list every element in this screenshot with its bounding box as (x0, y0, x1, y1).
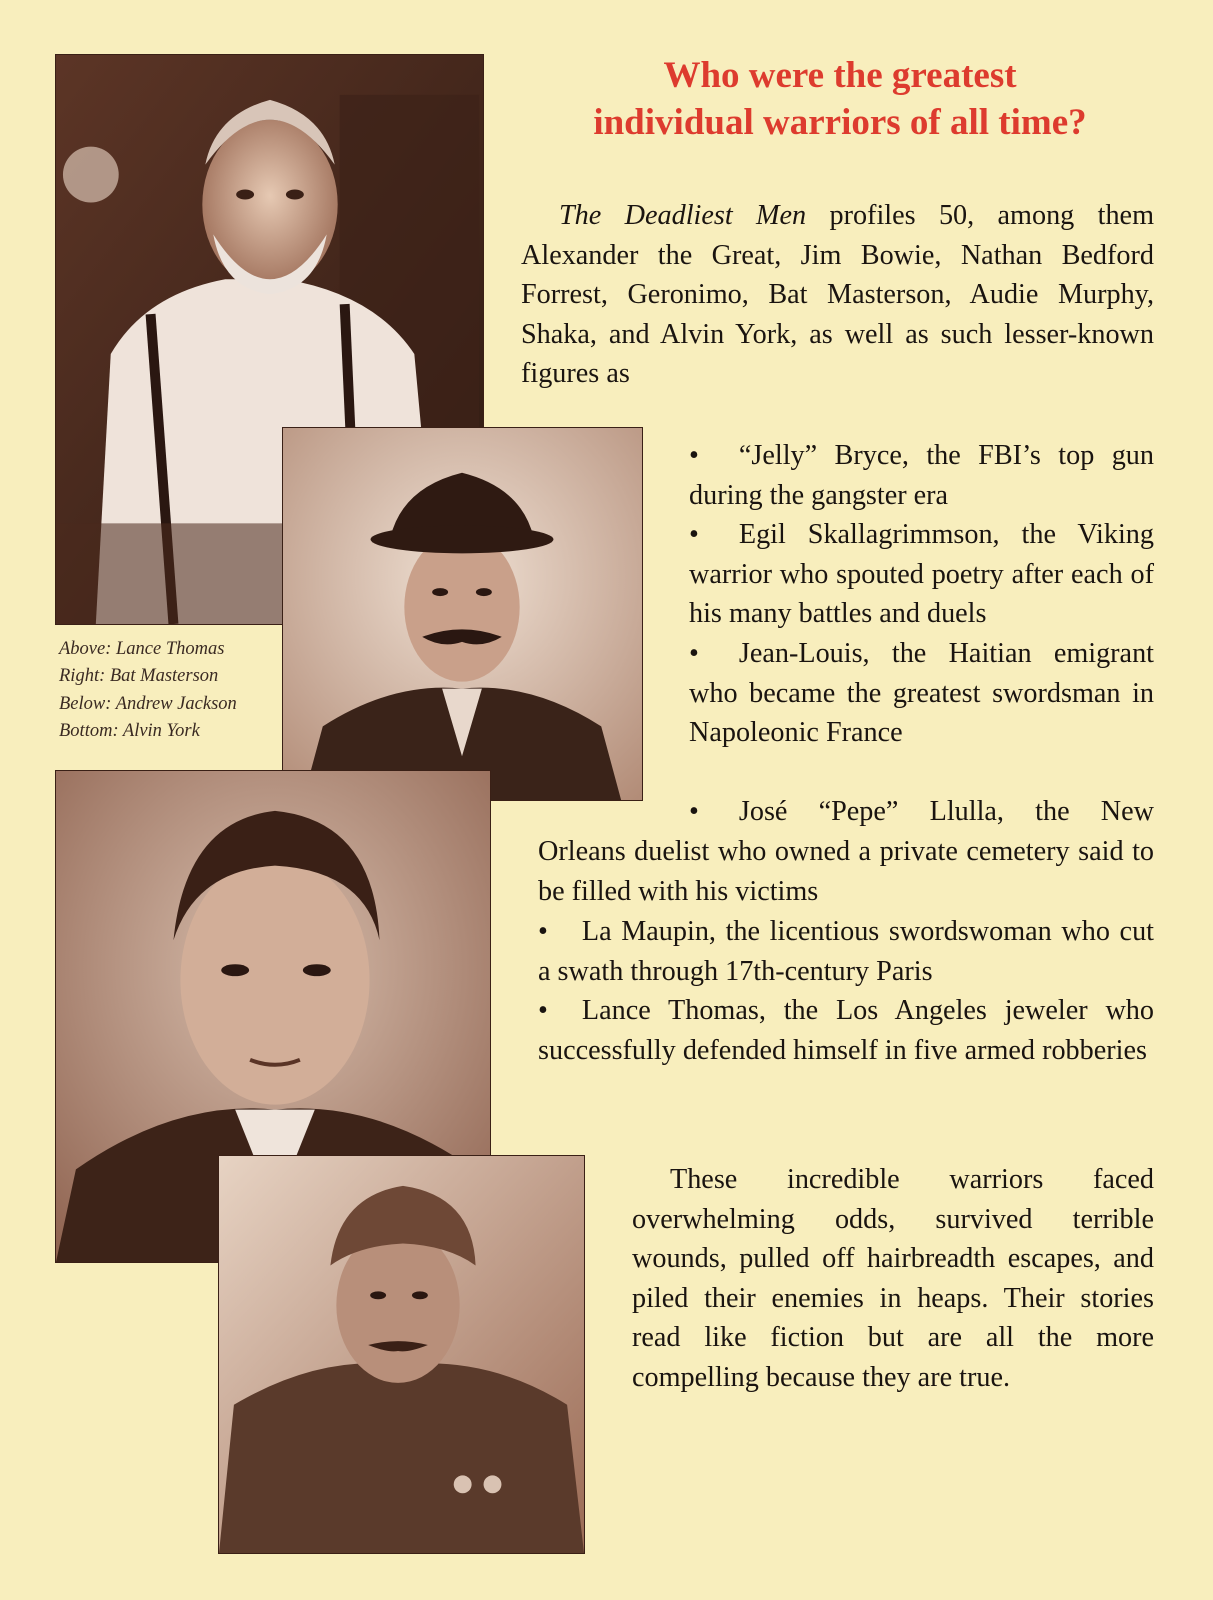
bullet-pepe-continuation: Orleans duelist who owned a private cemetery said to be filled with his victims (538, 836, 1154, 907)
list-item (689, 792, 1154, 832)
bullet-jelly: “Jelly” Bryce, the FBI’s top gun during the gangster era (689, 440, 1154, 511)
bullet-maupin: La Maupin, the licentious swordswoman who cut a swath through 17th-century Paris (538, 916, 1154, 987)
photo-bat-masterson (282, 427, 643, 801)
closing-text: These incredible warriors faced overwhelming odds, survived terrible wounds, pulled off hairbreadth escapes, and piled their enemies in heaps. Their stories read like fiction but are all the more compelling because they are true. (632, 1164, 1154, 1393)
bullet-dot: • (538, 916, 548, 947)
caption-below: Below: Andrew Jackson (59, 693, 237, 714)
photo-alvin-york (218, 1155, 585, 1554)
intro-paragraph (521, 196, 1154, 394)
caption-bottom: Bottom: Alvin York (59, 720, 200, 741)
closing-paragraph (632, 1160, 1154, 1398)
portrait-alvin-york-image (219, 1156, 584, 1553)
book-title: The Deadliest Men (559, 200, 807, 231)
warrior-list-right (689, 436, 1154, 753)
bullet-dot: • (689, 637, 699, 669)
bullet-lance-thomas: Lance Thomas, the Los Angeles jeweler who successfully defended himself in five armed robberies (538, 995, 1154, 1066)
bullet-dot: • (689, 796, 699, 827)
intro-text: profiles 50, among them Alexander the Great, Jim Bowie, Nathan Bedford Forrest, Geronimo, Bat Masterson, Audie Murphy, Shaka, and Alvin York, as well as such lesser-known figures as (521, 200, 1154, 390)
list-item (689, 515, 1154, 634)
bullet-egil: Egil Skallagrimmson, the Viking warrior who spouted poetry after each of his many battles and duels (689, 519, 1154, 630)
list-item (689, 634, 1154, 753)
bullet-dot: • (689, 519, 699, 551)
caption-right: Right: Bat Masterson (59, 666, 219, 687)
portrait-bat-masterson-image (283, 428, 642, 800)
page-headline (520, 52, 1160, 146)
list-item (538, 912, 1154, 991)
warrior-list-wide (538, 912, 1154, 1070)
bullet-pepe-first-line: José “Pepe” Llulla, the New (738, 796, 1154, 827)
list-item (689, 436, 1154, 515)
headline-line-2: individual warriors of all time? (593, 102, 1087, 143)
bullet-jean-louis: Jean-Louis, the Haitian emigrant who became the greatest swordsman in Napoleonic France (689, 637, 1154, 749)
photo-captions (59, 636, 274, 745)
list-item (538, 991, 1154, 1070)
caption-above: Above: Lance Thomas (59, 639, 225, 659)
bullet-dot: • (689, 440, 699, 471)
headline-line-1: Who were the greatest (663, 55, 1017, 96)
bullet-dot: • (538, 995, 548, 1027)
